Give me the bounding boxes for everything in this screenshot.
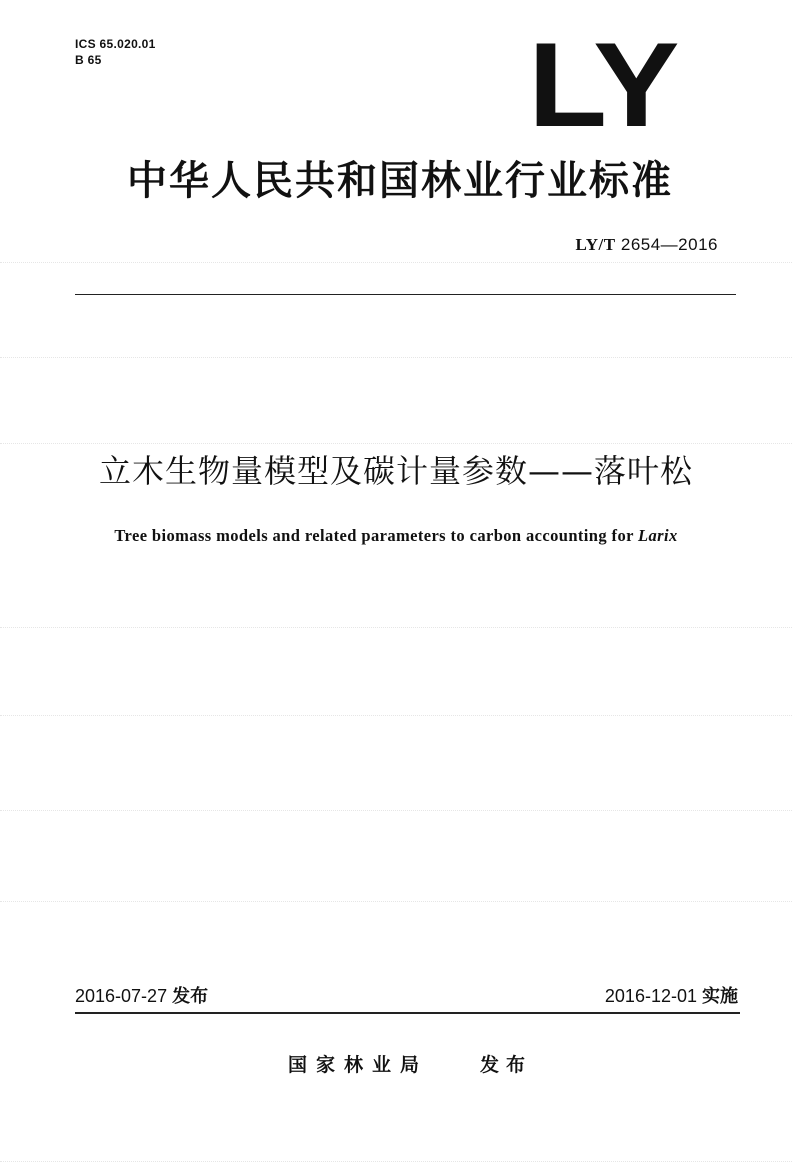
scan-artifact <box>0 262 792 263</box>
scan-artifact <box>0 901 792 902</box>
ccs-code: B 65 <box>75 53 102 67</box>
ics-code: ICS 65.020.01 <box>75 37 156 51</box>
scan-artifact <box>0 357 792 358</box>
scan-artifact <box>0 810 792 811</box>
document-title-english-main: Tree biomass models and related parameters to carbon accounting for <box>114 526 639 545</box>
issue-date: 2016-07-27 <box>75 986 168 1006</box>
issuing-authority: 国家林业局 <box>288 1054 429 1076</box>
issuing-action: 发布 <box>480 1054 533 1076</box>
implement-label: 实施 <box>702 986 738 1007</box>
scan-artifact <box>0 443 792 444</box>
scan-artifact <box>0 627 792 628</box>
implement-date: 2016-12-01 <box>604 986 697 1006</box>
implement-date-line <box>605 985 738 1008</box>
footer-divider <box>75 1012 740 1014</box>
standard-category-title: 中华人民共和国林业行业标准 <box>127 158 673 204</box>
standard-number-prefix: LY/T <box>575 235 616 254</box>
issue-date-line <box>75 985 208 1008</box>
standard-number-value: 2654—2016 <box>620 235 718 254</box>
scan-artifact <box>0 1161 792 1162</box>
scan-artifact <box>0 715 792 716</box>
document-title-english-species: Larix <box>638 526 678 545</box>
standard-number <box>576 234 719 256</box>
issue-label: 发布 <box>172 986 209 1007</box>
standard-logo: LY <box>528 18 678 152</box>
document-title-english <box>40 525 752 547</box>
header-divider <box>75 294 736 295</box>
document-title-chinese: 立木生物量模型及碳计量参数——落叶松 <box>98 452 693 490</box>
